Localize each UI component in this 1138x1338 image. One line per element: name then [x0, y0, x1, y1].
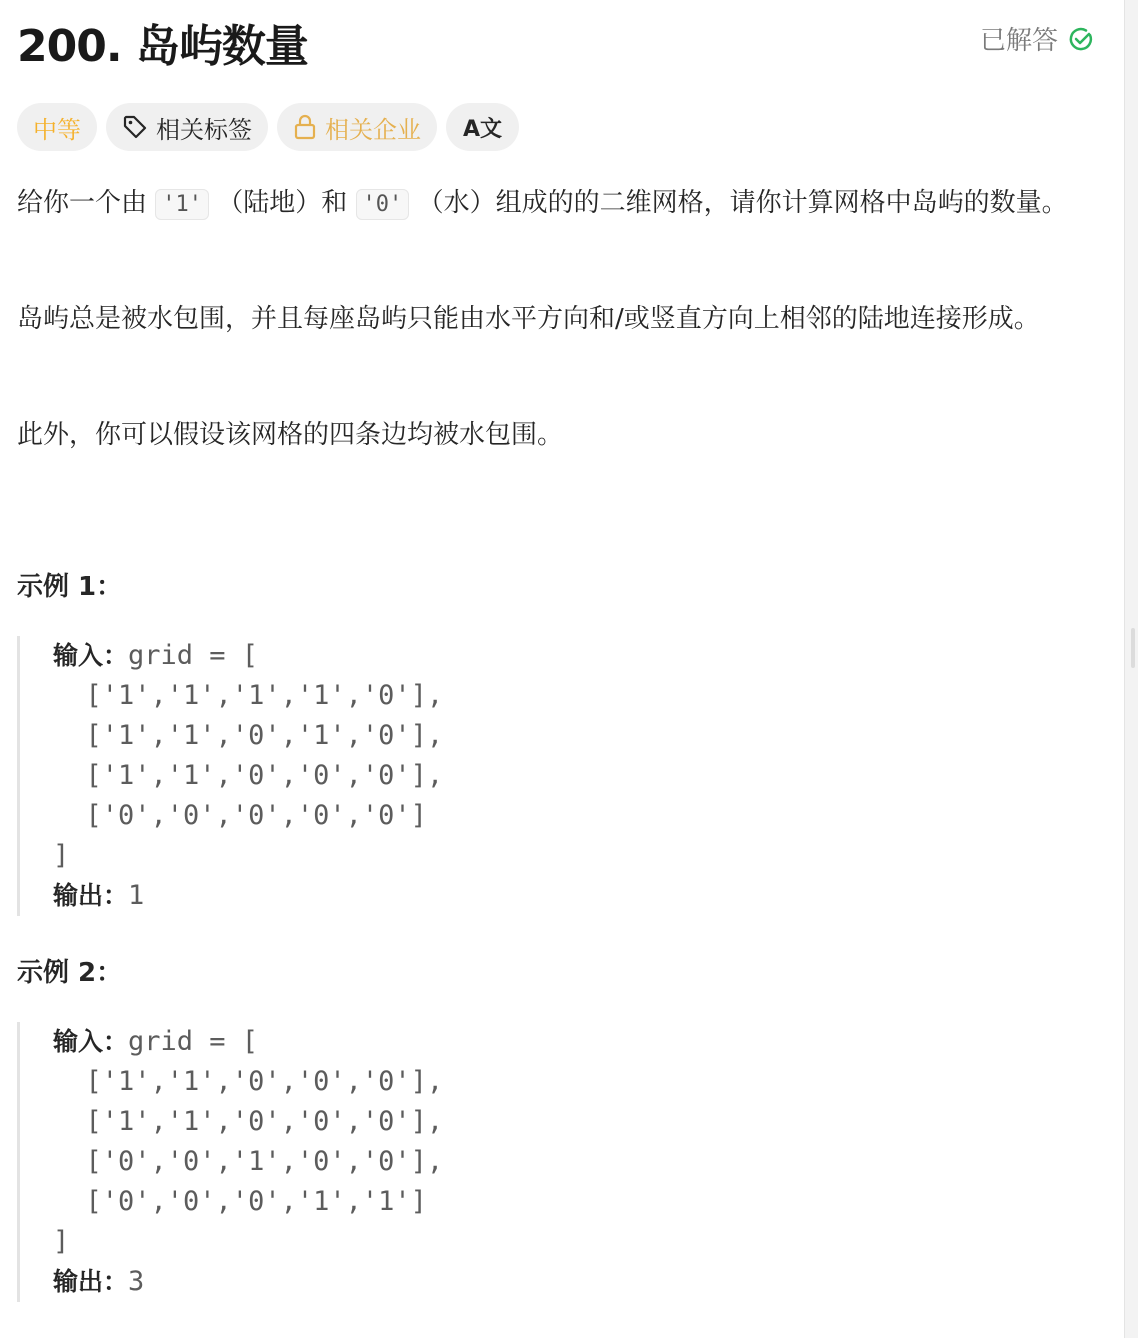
- difficulty-label: 中等: [33, 115, 81, 144]
- translate-icon: A文: [463, 116, 503, 142]
- difficulty-badge[interactable]: [17, 103, 97, 151]
- example-2-heading: 示例 2：: [17, 958, 123, 988]
- example-output: 3: [128, 1266, 145, 1297]
- solved-status: [980, 20, 1094, 57]
- problem-pills: [17, 103, 519, 151]
- example-input: grid = [ ['1','1','1','1','0'], ['1','1','0','1','0'], ['1','1','0','0','0'], ['0','0','0','0','0'] ]: [53, 640, 444, 871]
- inline-code-0: '0': [356, 189, 410, 220]
- example-1-heading: 示例 1：: [17, 572, 123, 602]
- description-paragraph-2: 岛屿总是被水包围，并且每座岛屿只能由水平方向和/或竖直方向上相邻的陆地连接形成。: [17, 304, 1040, 334]
- scrollbar[interactable]: [1124, 0, 1138, 1338]
- inline-code-1: '1': [155, 189, 209, 220]
- example-input: grid = [ ['1','1','0','0','0'], ['1','1','0','0','0'], ['0','0','1','0','0'], ['0','0','0','1','1'] ]: [53, 1026, 444, 1257]
- check-circle-icon: [1068, 26, 1094, 52]
- example-2-block: [17, 1022, 443, 1302]
- description-paragraph-1: [17, 183, 1077, 225]
- input-label: 输入：: [53, 641, 129, 670]
- text: （陆地）和: [217, 188, 356, 218]
- input-label: 输入：: [53, 1027, 129, 1056]
- output-label: 输出：: [53, 881, 129, 910]
- related-tags-button[interactable]: [106, 103, 268, 151]
- example-output: 1: [128, 880, 145, 911]
- lock-icon: [293, 114, 317, 140]
- translate-button[interactable]: [446, 103, 519, 151]
- description-paragraph-3: 此外，你可以假设该网格的四条边均被水包围。: [17, 420, 564, 450]
- output-label: 输出：: [53, 1267, 129, 1296]
- scrollbar-thumb[interactable]: [1131, 628, 1135, 668]
- text: （水）组成的的二维网格，请你计算网格中岛屿的数量。: [417, 188, 1068, 218]
- example-1-block: [17, 636, 443, 916]
- tag-icon: [122, 114, 148, 140]
- solved-label: 已解答: [979, 26, 1058, 56]
- related-companies-button[interactable]: [277, 103, 437, 151]
- text: 给你一个由: [17, 188, 156, 218]
- problem-title: 200. 岛屿数量: [17, 21, 308, 72]
- related-tags-label: 相关标签: [156, 115, 252, 144]
- related-companies-label: 相关企业: [325, 115, 421, 144]
